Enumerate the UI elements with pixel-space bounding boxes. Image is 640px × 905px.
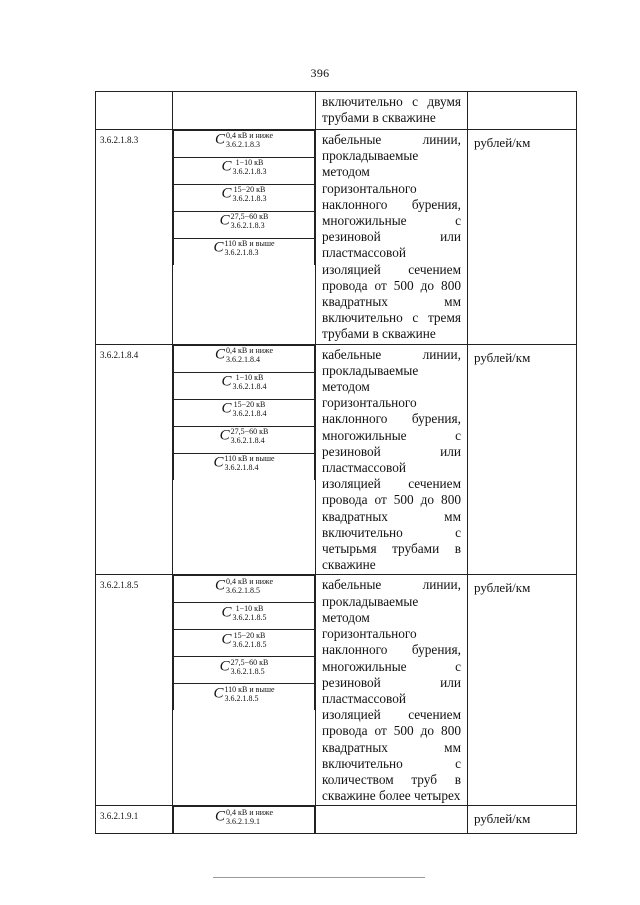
description-line: включительно с (322, 755, 461, 771)
voltage-superscript: 110 кВ и выше (224, 239, 275, 249)
rate-symbol (174, 131, 315, 158)
rate-letter: C (221, 631, 232, 648)
rate-symbols-cell (173, 92, 316, 130)
rate-letter: C (221, 400, 232, 417)
description-line: провода от 500 до 800 (322, 277, 461, 293)
description-line: пластмассовой (322, 245, 406, 261)
rate-letter: C (214, 577, 225, 594)
description-line: четырьмя трубами в (322, 541, 461, 557)
code-subscript: 3.6.2.1.8.4 (232, 408, 267, 418)
row-description (316, 806, 468, 834)
description-line: скважине более четырех (322, 788, 461, 804)
row-code: 3.6.2.1.9.1 (96, 806, 173, 834)
row-description (316, 92, 468, 130)
description-line: резиновой или (322, 674, 461, 690)
description-line: включительно с (322, 524, 461, 540)
description-line: включительно с двумя (322, 94, 461, 109)
rate-letter: C (213, 454, 224, 471)
table-row (96, 130, 577, 345)
row-unit: рублей/км (468, 806, 577, 834)
description-line: трубами в скважине (322, 110, 436, 126)
description-line: пластмассовой (322, 460, 406, 476)
description-line: горизонтального (322, 626, 417, 642)
code-subscript: 3.6.2.1.8.3 (230, 221, 265, 231)
rate-letter: C (219, 427, 230, 444)
rate-symbol (174, 239, 315, 266)
code-subscript: 3.6.2.1.8.5 (230, 666, 265, 676)
rate-letter: C (214, 131, 225, 148)
table-row (96, 92, 577, 130)
description-line: кабельные линии, (322, 577, 461, 593)
description-line: включительно с тремя (322, 310, 461, 326)
description-line: квадратных мм (322, 508, 461, 524)
rate-symbols-cell (173, 130, 316, 345)
rate-letter: C (221, 604, 232, 621)
rate-symbol (174, 345, 315, 372)
description-line: трубами в скважине (322, 326, 436, 342)
row-code: 3.6.2.1.8.5 (96, 575, 173, 806)
rate-symbols-cell (173, 806, 316, 834)
description-line: кабельные линии, (322, 346, 461, 362)
row-description (316, 344, 468, 575)
rate-letter: C (214, 346, 225, 363)
voltage-superscript: 15−20 кВ (233, 630, 266, 640)
row-code (96, 92, 173, 130)
code-subscript: 3.6.2.1.8.4 (232, 381, 267, 391)
description-line: провода от 500 до 800 (322, 723, 461, 739)
description-line: наклонного бурения, (322, 196, 461, 212)
description-line: провода от 500 до 800 (322, 492, 461, 508)
rate-letter: C (221, 185, 232, 202)
voltage-superscript: 15−20 кВ (233, 399, 266, 409)
rate-letter: C (221, 373, 232, 390)
description-line: многожильные с (322, 658, 461, 674)
rate-letter: C (214, 808, 225, 825)
row-code: 3.6.2.1.8.3 (96, 130, 173, 345)
description-line: резиновой или (322, 443, 461, 459)
rate-letter: C (221, 158, 232, 175)
row-unit (468, 92, 577, 130)
voltage-superscript: 15−20 кВ (233, 185, 266, 195)
description-line: прокладываемые (322, 593, 419, 609)
description-line: многожильные с (322, 427, 461, 443)
voltage-superscript: 0,4 кВ и ниже (225, 345, 274, 355)
voltage-superscript: 110 кВ и выше (224, 453, 275, 463)
rate-symbol (174, 426, 315, 453)
rate-letter: C (213, 685, 224, 702)
rate-symbol (174, 603, 315, 630)
code-subscript: 3.6.2.1.8.5 (225, 585, 260, 595)
voltage-superscript: 110 кВ и выше (224, 684, 275, 694)
description-line: квадратных мм (322, 739, 461, 755)
voltage-superscript: 1−10 кВ (235, 158, 264, 168)
table-row (96, 806, 577, 834)
description-line: количеством труб в (322, 771, 461, 787)
rate-symbol (174, 158, 315, 185)
rate-letter: C (219, 212, 230, 229)
description-line: прокладываемые (322, 148, 419, 164)
voltage-superscript: 0,4 кВ и ниже (225, 576, 274, 586)
voltage-superscript: 0,4 кВ и ниже (225, 807, 274, 817)
code-subscript: 3.6.2.1.8.5 (224, 693, 259, 703)
description-line: многожильные с (322, 213, 461, 229)
voltage-superscript: 27,5−60 кВ (230, 657, 269, 667)
voltage-superscript: 1−10 кВ (235, 603, 264, 613)
description-line: методом (322, 609, 370, 625)
table-row (96, 344, 577, 575)
code-subscript: 3.6.2.1.8.3 (232, 167, 267, 177)
code-subscript: 3.6.2.1.9.1 (225, 816, 260, 826)
code-subscript: 3.6.2.1.8.5 (232, 639, 267, 649)
code-subscript: 3.6.2.1.8.3 (232, 194, 267, 204)
description-line: резиновой или (322, 229, 461, 245)
description-line: изоляцией сечением (322, 476, 461, 492)
tariff-table (95, 91, 577, 834)
row-description (316, 575, 468, 806)
description-line: наклонного бурения, (322, 411, 461, 427)
rate-symbol (174, 657, 315, 684)
description-line: изоляцией сечением (322, 261, 461, 277)
rate-symbol (174, 212, 315, 239)
page-bottom-rule (213, 877, 425, 878)
code-subscript: 3.6.2.1.8.4 (225, 354, 260, 364)
description-line: изоляцией сечением (322, 707, 461, 723)
description-line: пластмассовой (322, 690, 406, 706)
rate-symbol (174, 399, 315, 426)
rate-symbol (174, 576, 315, 603)
voltage-superscript: 0,4 кВ и ниже (225, 131, 274, 141)
page-number: 396 (310, 66, 330, 80)
description-line: горизонтального (322, 180, 417, 196)
description-line: методом (322, 379, 370, 395)
row-code: 3.6.2.1.8.4 (96, 344, 173, 575)
code-subscript: 3.6.2.1.8.5 (232, 612, 267, 622)
voltage-superscript: 27,5−60 кВ (230, 426, 269, 436)
rate-letter: C (219, 658, 230, 675)
voltage-superscript: 27,5−60 кВ (230, 212, 269, 222)
description-line: горизонтального (322, 395, 417, 411)
rate-symbol (174, 807, 315, 834)
rate-symbol (174, 372, 315, 399)
description-line: методом (322, 164, 370, 180)
rate-symbol (174, 185, 315, 212)
code-subscript: 3.6.2.1.8.3 (224, 248, 259, 258)
code-subscript: 3.6.2.1.8.4 (224, 462, 259, 472)
rate-symbols-cell (173, 344, 316, 575)
rate-letter: C (213, 239, 224, 256)
row-unit: рублей/км (468, 575, 577, 806)
description-line: квадратных мм (322, 294, 461, 310)
row-unit: рублей/км (468, 130, 577, 345)
description-line: скважине (322, 557, 376, 573)
voltage-superscript: 1−10 кВ (235, 372, 264, 382)
code-subscript: 3.6.2.1.8.3 (225, 140, 260, 150)
description-line: кабельные линии, (322, 132, 461, 147)
row-unit: рублей/км (468, 344, 577, 575)
description-line: наклонного бурения, (322, 642, 461, 658)
row-description (316, 130, 468, 345)
description-line: прокладываемые (322, 362, 419, 378)
rate-symbol (174, 630, 315, 657)
rate-symbol (174, 453, 315, 480)
table-row (96, 575, 577, 806)
rate-symbol (174, 684, 315, 711)
rate-symbols-cell (173, 575, 316, 806)
code-subscript: 3.6.2.1.8.4 (230, 435, 265, 445)
